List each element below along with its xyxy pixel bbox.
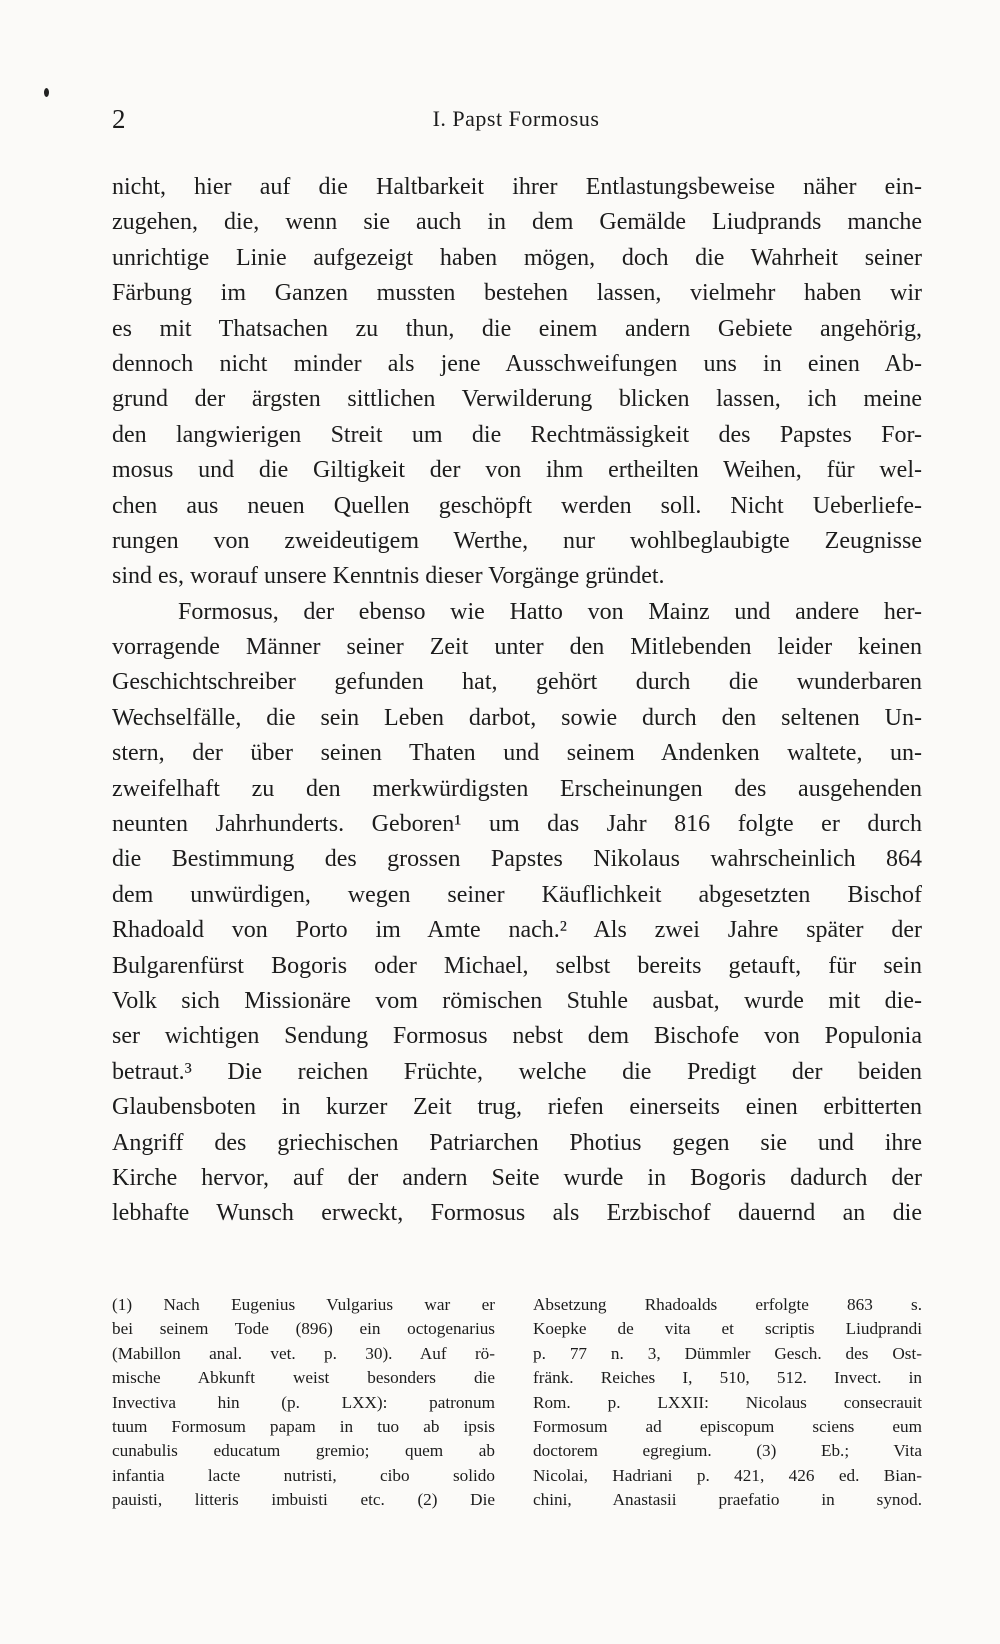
footnote-line: Invectiva hin (p. LXX): patronum [112, 1392, 495, 1412]
text-line: mosus und die Giltigkeit der von ihm ertheilten Weihen, für wel- [112, 457, 922, 484]
text-line: es mit Thatsachen zu thun, die einem andern Gebiete angehörig, [112, 315, 922, 342]
footnote-line: fränk. Reiches I, 510, 512. Invect. in [533, 1368, 922, 1388]
footnote-line: Nicolai, Hadriani p. 421, 426 ed. Bian- [533, 1465, 922, 1485]
text-line: den langwierigen Streit um die Rechtmässigkeit des Papstes For- [112, 421, 922, 448]
text-line: unrichtige Linie aufgezeigt haben mögen, doch die Wahrheit seiner [112, 244, 922, 271]
text-line: Kirche hervor, auf der andern Seite wurde in Bogoris dadurch der [112, 1164, 922, 1191]
text-line: neunten Jahrhunderts. Geboren¹ um das Jahr 816 folgte er durch [112, 811, 922, 838]
text-line: chen aus neuen Quellen geschöpft werden soll. Nicht Ueberliefe- [112, 492, 922, 519]
text-line: dennoch nicht minder als jene Ausschweifungen uns in einen Ab- [112, 350, 922, 377]
text-line: Formosus, der ebenso wie Hatto von Mainz und andere her- [178, 598, 922, 625]
text-line: Angriff des griechischen Patriarchen Photius gegen sie und ihre [112, 1129, 922, 1156]
text-line: grund der ärgsten sittlichen Verwilderung blicken lassen, ich meine [112, 386, 922, 413]
footnote-line: p. 77 n. 3, Dümmler Gesch. des Ost- [533, 1343, 922, 1363]
footnote-line: Koepke de vita et scriptis Liudprandi [533, 1319, 922, 1339]
text-line: Bulgarenfürst Bogoris oder Michael, selbst bereits getauft, für sein [112, 952, 922, 979]
text-line: vorragende Männer seiner Zeit unter den Mitlebenden leider keinen [112, 634, 922, 661]
text-line: stern, der über seinen Thaten und seinem Andenken waltete, un- [112, 740, 922, 767]
footnote-line: tuum Formosum papam in tuo ab ipsis [112, 1416, 495, 1436]
footnote-line: bei seinem Tode (896) ein octogenarius [112, 1319, 495, 1339]
body-text [112, 170, 922, 1232]
ink-speck [44, 88, 49, 97]
footnote-line: (1) Nach Eugenius Vulgarius war er [112, 1295, 495, 1314]
text-line: rungen von zweideutigem Werthe, nur wohlbeglaubigte Zeugnisse [112, 527, 922, 554]
text-line: zweifelhaft zu den merkwürdigsten Erscheinungen des ausgehenden [112, 775, 922, 802]
text-line: Volk sich Missionäre vom römischen Stuhle ausbat, wurde mit die- [112, 987, 922, 1014]
footnote-line: mische Abkunft weist besonders die [112, 1368, 495, 1388]
footnotes [112, 1293, 922, 1533]
text-line: Glaubensboten in kurzer Zeit trug, riefen einerseits einen erbitterten [112, 1094, 922, 1121]
text-line: dem unwürdigen, wegen seiner Käuflichkeit abgesetzten Bischof [112, 881, 922, 908]
text-line: die Bestimmung des grossen Papstes Nikolaus wahrscheinlich 864 [112, 846, 922, 873]
footnote-column-left [112, 1293, 495, 1513]
footnote-line: (Mabillon anal. vet. p. 30). Auf rö- [112, 1343, 495, 1363]
footnote-line: pauisti, litteris imbuisti etc. (2) Die [112, 1490, 495, 1510]
footnote-line: cunabulis educatum gremio; quem ab [112, 1441, 495, 1461]
footnote-line: Formosum ad episcopum sciens eum [533, 1416, 922, 1436]
page-number: 2 [112, 104, 126, 134]
text-line: betraut.³ Die reichen Früchte, welche die Predigt der beiden [112, 1058, 922, 1085]
text-line: ser wichtigen Sendung Formosus nebst dem Bischofe von Populonia [112, 1023, 922, 1050]
text-line: Geschichtschreiber gefunden hat, gehört durch die wunderbaren [112, 669, 922, 696]
footnote-column-right [533, 1293, 922, 1513]
footnote-line: chini, Anastasii praefatio in synod. [533, 1490, 922, 1510]
text-line: sind es, worauf unsere Kenntnis dieser Vorgänge gründet. [112, 563, 665, 590]
page-header [112, 104, 920, 144]
footnote-line: infantia lacte nutristi, cibo solido [112, 1465, 495, 1485]
running-head: I. Papst Formosus [432, 106, 600, 131]
text-line: Wechselfälle, die sein Leben darbot, sowie durch den seltenen Un- [112, 704, 922, 731]
text-line: zugehen, die, wenn sie auch in dem Gemälde Liudprands manche [112, 209, 922, 236]
text-line: Färbung im Ganzen mussten bestehen lassen, vielmehr haben wir [112, 280, 922, 307]
footnote-line: Absetzung Rhadoalds erfolgte 863 s. [533, 1295, 922, 1314]
footnote-line: doctorem egregium. (3) Eb.; Vita [533, 1441, 922, 1461]
footnote-line: Rom. p. LXXII: Nicolaus consecrauit [533, 1392, 922, 1412]
text-line: Rhadoald von Porto im Amte nach.² Als zwei Jahre später der [112, 917, 922, 944]
text-line: lebhafte Wunsch erweckt, Formosus als Erzbischof dauernd an die [112, 1200, 922, 1227]
text-line: nicht, hier auf die Haltbarkeit ihrer Entlastungsbeweise näher ein- [112, 174, 922, 200]
